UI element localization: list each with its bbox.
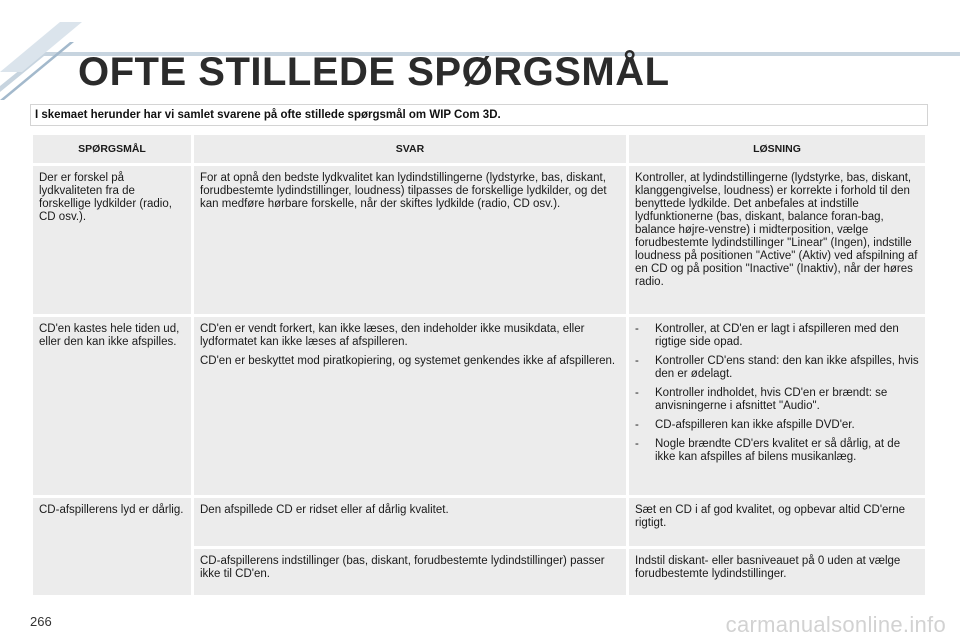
page-number: 266 [30,614,52,629]
list-item-text: Kontroller CD'ens stand: den kan ikke afspilles, hvis den er ødelagt. [655,355,919,380]
table-row [33,166,925,314]
dash-bullet: - [635,355,639,367]
dash-bullet: - [635,323,639,335]
column-header-answer: SVAR [194,135,626,163]
watermark: carmanualsonline.info [725,612,946,637]
column-header-question: SPØRGSMÅL [33,135,191,163]
faq-table [30,132,928,598]
list-item [635,387,919,413]
dash-bullet: - [635,419,639,431]
answer-paragraph: For at opnå den bedste lydkvalitet kan lydindstillingerne (lydstyrke, bas, diskant, forudbestemte lydindstillinger, loudness) tilpasses de forskellige lydkilder, og det kan medføre hørbare forskelle, når der skiftes lydkilde (radio, CD osv.). [200,172,607,210]
intro-bold: I skemaet herunder har vi samlet svarene på ofte stillede spørgsmål om WIP Com 3D [35,109,498,121]
solution-cell: Sæt en CD i af god kvalitet, og opbevar altid CD'erne rigtigt. [629,498,925,546]
list-item-text: Nogle brændte CD'ers kvalitet er så dårlig, at de ikke kan afspilles af bilens musikanlæg. [655,438,901,463]
answer-cell [194,317,626,495]
solution-cell: Indstil diskant- eller basniveauet på 0 uden at vælge forudbestemte lydindstillinger. [629,549,925,595]
list-item-text: CD-afspilleren kan ikke afspille DVD'er. [655,419,855,431]
question-cell: CD-afspillerens lyd er dårlig. [33,498,191,595]
page-title: OFTE STILLEDE SPØRGSMÅL [78,50,670,94]
list-item-text: Kontroller indholdet, hvis CD'en er brændt: se anvisningerne i afsnittet "Audio". [655,387,888,412]
answer-paragraph: Den afspillede CD er ridset eller af dårlig kvalitet. [200,504,449,516]
answer-paragraph: CD-afspillerens indstillinger (bas, diskant, forudbestemte lydindstillinger) passer ikke til CD'en. [200,555,605,580]
list-item [635,419,919,432]
answer-cell [194,166,626,314]
solution-cell [629,317,925,495]
question-cell: Der er forskel på lydkvaliteten fra de forskellige lydkilder (radio, CD osv.). [33,166,191,314]
question-cell: CD'en kastes hele tiden ud, eller den kan ikke afspilles. [33,317,191,495]
table-row [33,317,925,495]
solution-list [635,323,919,464]
solution-cell: Kontroller, at lydindstillingerne (lydstyrke, bas, diskant, klanggengivelse, loudness) er korrekte i forhold til den benyttede lydkilde. Det anbefales at indstille lydfunktionerne (bas, diskant, balance foran-bag, balance højre-venstre) i midterposition, vælge forudbestemte lydindstillinger "Linear" (Ingen), indstille loudness på positionen "Active" (Aktiv) ved afspilning af en CD og på position "Inactive" (Inaktiv), når der høres radio. [629,166,925,314]
answer-cell [194,498,626,546]
intro-period: . [497,109,501,121]
dash-bullet: - [635,387,639,399]
list-item [635,355,919,381]
answer-paragraph: CD'en er beskyttet mod piratkopiering, og systemet genkendes ikke af afspilleren. [200,355,616,367]
answer-cell [194,549,626,595]
table-header-row [33,135,925,163]
dash-bullet: - [635,438,639,450]
list-item [635,438,919,464]
list-item [635,323,919,349]
intro-text [30,104,928,126]
column-header-solution: LØSNING [629,135,925,163]
table-row [33,498,925,546]
answer-paragraph: CD'en er vendt forkert, kan ikke læses, den indeholder ikke musikdata, eller lydformatet kan ikke læses af afspilleren. [200,323,585,348]
list-item-text: Kontroller, at CD'en er lagt i afspilleren med den rigtige side opad. [655,323,899,348]
